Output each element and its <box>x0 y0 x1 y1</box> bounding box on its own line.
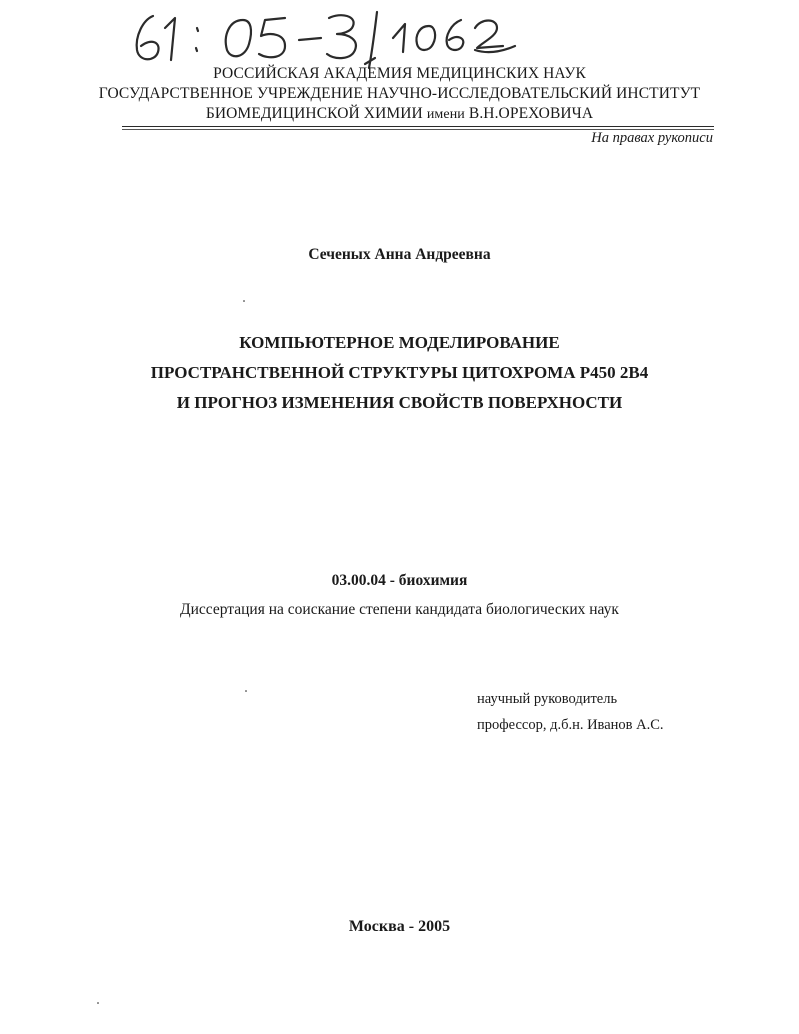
specialty-code: 03.00.04 - биохимия <box>331 572 468 589</box>
rights-note: На правах рукописи <box>591 130 713 146</box>
title-line-2: ПРОСТРАНСТВЕННОЙ СТРУКТУРЫ ЦИТОХРОМА Р450 2В4 <box>150 363 649 382</box>
supervisor-name: профессор, д.б.н. Иванов А.С. <box>477 717 664 733</box>
dissertation-type: Диссертация на соискание степени кандидата биологических наук <box>180 601 619 618</box>
institution-name-patron: В.Н.ОРЕХОВИЧА <box>468 105 594 122</box>
handwritten-number-drawing <box>125 2 545 72</box>
institution-line-3 <box>0 104 799 125</box>
title-line-1: КОМПЬЮТЕРНОЕ МОДЕЛИРОВАНИЕ <box>239 333 560 352</box>
institution-line-1: РОССИЙСКАЯ АКАДЕМИЯ МЕДИЦИНСКИХ НАУК <box>213 65 586 82</box>
title-line-3: И ПРОГНОЗ ИЗМЕНЕНИЯ СВОЙСТВ ПОВЕРХНОСТИ <box>176 393 623 412</box>
institution-line-2: ГОСУДАРСТВЕННОЕ УЧРЕЖДЕНИЕ НАУЧНО-ИССЛЕДОВАТЕЛЬСКИЙ ИНСТИТУТ <box>98 85 701 102</box>
institution-name-of: имени <box>426 107 465 122</box>
institution-name-part: БИОМЕДИЦИНСКОЙ ХИМИИ <box>205 105 423 122</box>
header-divider <box>122 126 714 127</box>
scan-speck <box>97 1002 99 1004</box>
place-and-year: Москва - 2005 <box>348 918 451 935</box>
scan-speck <box>243 300 245 302</box>
author-name: Сеченых Анна Андреевна <box>308 246 491 263</box>
scan-speck <box>245 690 247 692</box>
handwritten-archive-number <box>125 2 545 72</box>
supervisor-label: научный руководитель <box>477 691 618 707</box>
